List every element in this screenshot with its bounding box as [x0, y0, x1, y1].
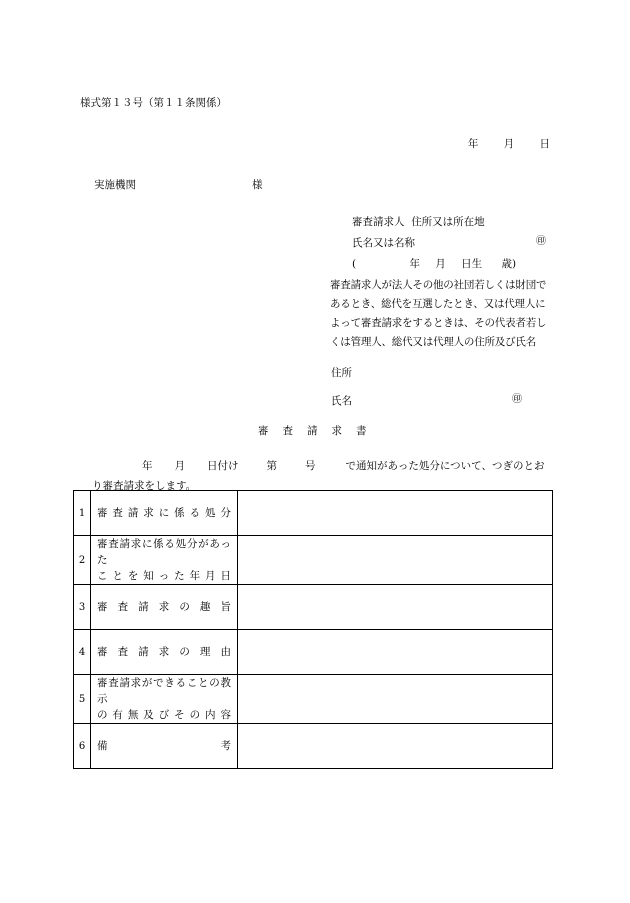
birth-open-paren: (: [352, 258, 357, 270]
table-row: [74, 675, 553, 724]
item-label-line: 備考: [97, 740, 231, 752]
item-entry-field[interactable]: [238, 585, 553, 630]
representative-name-label: 氏名: [331, 395, 352, 407]
item-number: 3: [74, 585, 91, 630]
intro-text: で通知があった処分について、つぎのとおり審査請求をします。: [92, 460, 545, 492]
item-label-line: 審査請求ができることの教示: [97, 677, 231, 705]
requester-label: 審査請求人: [352, 216, 405, 228]
item-label: [91, 675, 238, 724]
item-label-line: ことを知った年月日: [97, 570, 231, 582]
item-label: [91, 630, 238, 675]
item-entry-field[interactable]: [238, 630, 553, 675]
item-label-line: 審査請求の理由: [97, 646, 231, 658]
item-label-line: 審査請求に係る処分があった: [97, 538, 231, 566]
item-label-line: の有無及びその内容: [97, 709, 231, 721]
requester-birth-row: [352, 259, 516, 270]
request-items-table: [73, 490, 553, 769]
representative-address-label: 住所: [331, 367, 352, 379]
birth-age-label: 歳): [501, 258, 517, 270]
table-row: [74, 491, 553, 536]
table-row: [74, 630, 553, 675]
item-label-line: 審査請求に係る処分: [97, 507, 231, 519]
intro-no-prefix: 第: [266, 460, 277, 472]
item-number: 4: [74, 630, 91, 675]
form-number: 様式第１３号（第１１条関係）: [80, 97, 227, 109]
intro-month: 月: [174, 460, 185, 472]
requester-name-label: 氏名又は名称: [352, 237, 415, 249]
document-title: 審査請求書: [258, 425, 381, 437]
intro-year: 年: [142, 460, 153, 472]
intro-no-suffix: 号: [305, 460, 316, 472]
item-entry-field[interactable]: [238, 675, 553, 724]
item-entry-field[interactable]: [238, 491, 553, 536]
table-row: [74, 724, 553, 769]
date-day-label: 日: [539, 138, 550, 150]
item-number: 2: [74, 536, 91, 585]
requester-address-label: 住所又は所在地: [411, 216, 485, 228]
addressee-honorific: 様: [252, 179, 263, 191]
table-row: [74, 536, 553, 585]
item-label: [91, 724, 238, 769]
requester-seal-mark: ㊞: [536, 236, 546, 247]
requester-address-row: [352, 217, 485, 228]
birth-day-label: 日生: [461, 258, 483, 270]
item-label-line: 審査請求の趣旨: [97, 601, 231, 613]
item-label: [91, 585, 238, 630]
item-label: [91, 491, 238, 536]
date-month-label: 月: [503, 138, 515, 150]
representative-note: 審査請求人が法人その他の社団若しくは財団であるとき、総代を互選したとき、又は代理人によって審査請求をするときは、その代表者若しくは管理人、総代又は代理人の住所及び氏名: [330, 279, 547, 348]
item-number: 1: [74, 491, 91, 536]
birth-year-label: 年: [409, 258, 420, 270]
item-entry-field[interactable]: [238, 724, 553, 769]
birth-month-label: 月: [435, 258, 446, 270]
intro-dated: 日付け: [207, 460, 239, 472]
representative-seal-mark: ㊞: [512, 394, 522, 405]
item-number: 5: [74, 675, 91, 724]
addressee-agency: 実施機関: [94, 179, 136, 191]
item-entry-field[interactable]: [238, 536, 553, 585]
item-label: [91, 536, 238, 585]
submission-date: [468, 139, 550, 150]
item-number: 6: [74, 724, 91, 769]
date-year-label: 年: [467, 138, 479, 150]
table-row: [74, 585, 553, 630]
